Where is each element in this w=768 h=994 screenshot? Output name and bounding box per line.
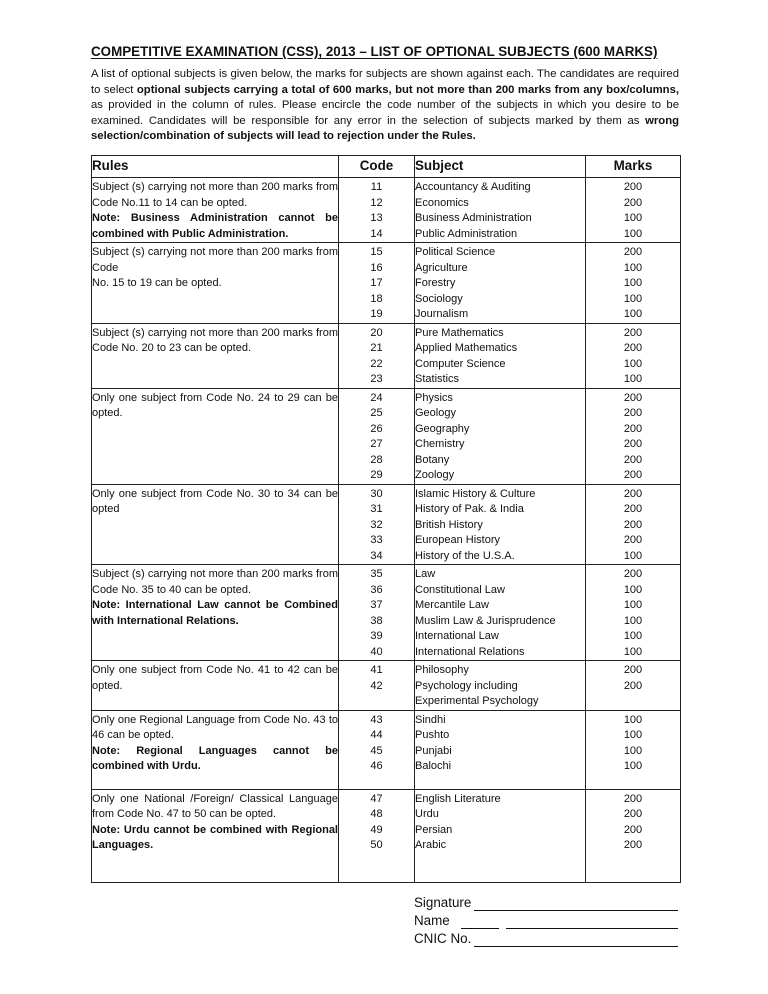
subject-marks: 100: [623, 292, 643, 305]
marks-cell: [586, 178, 681, 243]
subject-cell: [415, 243, 586, 324]
subject-marks: 200: [623, 438, 643, 450]
cnic-blank[interactable]: [474, 945, 678, 947]
signature-line: [414, 895, 684, 913]
subject-code[interactable]: 39: [370, 630, 383, 642]
code-cell: [339, 323, 415, 388]
rule-text: Subject (s) carrying not more than 200 marks from Code: [92, 246, 338, 274]
table-row: [92, 388, 681, 484]
subject-name: International Law: [415, 630, 499, 642]
optional-subjects-table: [91, 155, 681, 883]
subject-name: Philosophy: [415, 664, 469, 676]
subject-cell: [415, 789, 586, 882]
table-row: [92, 710, 681, 789]
subject-marks: 200: [623, 664, 643, 676]
subject-name: Geography: [415, 422, 470, 435]
subject-marks: 100: [623, 744, 643, 757]
subject-marks: 100: [623, 373, 643, 385]
subject-marks: 100: [623, 212, 643, 224]
table-row: [92, 243, 681, 324]
subject-marks: 200: [623, 518, 643, 531]
header-subject: Subject: [415, 156, 586, 178]
subject-marks: 200: [623, 808, 643, 820]
name-blank-1[interactable]: [461, 927, 499, 929]
code-cell: [339, 661, 415, 711]
subject-name: Arabic: [415, 839, 447, 851]
subject-name: Sociology: [415, 292, 463, 305]
rule-cell: [92, 178, 339, 243]
subject-marks: 100: [623, 277, 643, 289]
subject-marks: 100: [623, 227, 643, 240]
subject-code[interactable]: 42: [370, 679, 383, 692]
subject-name: Botany: [415, 453, 450, 466]
subject-marks: 200: [623, 679, 643, 692]
subject-name: Sindhi: [415, 713, 446, 726]
table-header-row: [92, 156, 681, 178]
subject-name: Political Science: [415, 246, 496, 258]
subject-name: Economics: [415, 196, 469, 209]
subject-name: European History: [415, 534, 500, 546]
subject-code[interactable]: 48: [370, 808, 383, 820]
header-rules: Rules: [92, 156, 339, 178]
subject-marks: 100: [623, 645, 643, 658]
subject-name: Balochi: [415, 760, 452, 772]
subject-marks: 100: [623, 760, 643, 772]
subject-marks: 100: [623, 261, 643, 274]
subject-marks: 100: [623, 729, 643, 741]
subject-marks: 100: [623, 599, 643, 611]
marks-cell: [586, 388, 681, 484]
subject-name: Forestry: [415, 277, 456, 289]
subject-code[interactable]: 36: [370, 583, 383, 596]
subject-marks: 100: [623, 630, 643, 642]
subject-marks: 200: [623, 391, 643, 404]
rule-note: Note: Business Administration cannot be combined with Public Administration.: [92, 212, 338, 240]
subject-marks: 200: [623, 839, 643, 851]
rule-text: No. 15 to 19 can be opted.: [92, 277, 222, 289]
marks-cell: [586, 661, 681, 711]
subject-marks: 200: [623, 503, 643, 515]
subject-code[interactable]: 22: [370, 357, 383, 370]
rule-text: Only one subject from Code No. 41 to 42 can be opted.: [92, 664, 338, 692]
subject-code[interactable]: 29: [370, 469, 383, 481]
subject-marks: 100: [623, 713, 643, 726]
instructions-paragraph: [91, 67, 679, 145]
subject-name: Accountancy & Auditing: [415, 181, 531, 193]
subject-name: Mercantile Law: [415, 599, 489, 611]
subject-code[interactable]: 43: [370, 713, 383, 726]
subject-code[interactable]: 32: [370, 518, 383, 531]
subject-code[interactable]: 30: [370, 487, 383, 500]
header-marks: Marks: [586, 156, 681, 178]
marks-cell: [586, 565, 681, 661]
subject-code[interactable]: 33: [370, 534, 383, 546]
rule-text: Subject (s) carrying not more than 200 marks from Code No. 20 to 23 can be opted.: [92, 326, 338, 354]
subject-code[interactable]: 17: [370, 277, 383, 289]
intro-bold-2: wrong selection/combination of subjects will lead to rejection under the Rules.: [91, 114, 679, 142]
subject-marks: 200: [623, 534, 643, 546]
subject-code[interactable]: 28: [370, 453, 383, 466]
subject-name: International Relations: [415, 645, 525, 658]
subject-cell: [415, 710, 586, 789]
subject-code[interactable]: 25: [370, 407, 383, 419]
subject-code[interactable]: 13: [370, 212, 383, 224]
subject-name: Psychology including: [415, 679, 518, 692]
table-row: [92, 323, 681, 388]
rule-cell: [92, 710, 339, 789]
subject-name: British History: [415, 518, 483, 531]
subject-cell: [415, 565, 586, 661]
subject-name: Punjabi: [415, 744, 452, 757]
code-cell: [339, 484, 415, 565]
subject-marks: 200: [623, 469, 643, 481]
marks-cell: [586, 484, 681, 565]
rule-cell: [92, 323, 339, 388]
subject-marks: 200: [623, 568, 643, 580]
cnic-line: [414, 931, 684, 949]
subject-name: Persian: [415, 823, 453, 836]
table-row: [92, 789, 681, 882]
subject-name: Computer Science: [415, 357, 506, 370]
rule-text: Only one subject from Code No. 30 to 34 can be opted: [92, 487, 338, 515]
rule-text: Only one subject from Code No. 24 to 29 can be opted.: [92, 391, 338, 419]
subject-name: Applied Mathematics: [415, 342, 518, 354]
subject-name: Business Administration: [415, 212, 532, 224]
subject-cell: [415, 484, 586, 565]
marks-cell: [586, 323, 681, 388]
subject-code[interactable]: 27: [370, 438, 383, 450]
subject-name: Statistics: [415, 373, 460, 385]
subject-marks: 200: [623, 246, 643, 258]
subject-code[interactable]: 31: [370, 503, 383, 515]
subject-marks: 200: [623, 422, 643, 435]
subject-name: History of the U.S.A.: [415, 549, 515, 562]
subject-name: Law: [415, 568, 436, 580]
subject-cell: [415, 388, 586, 484]
subject-name: Pure Mathematics: [415, 326, 504, 339]
subject-marks: 200: [623, 823, 643, 836]
subject-cell: [415, 178, 586, 243]
subject-code[interactable]: 23: [370, 373, 383, 385]
subject-code[interactable]: 49: [370, 823, 383, 836]
code-cell: [339, 565, 415, 661]
subject-code[interactable]: 47: [370, 792, 383, 805]
intro-text-2: as provided in the column of rules. Please encircle the code number of the subjects in which you desire to be examined. Candidates will be responsible for any error in the selection of subjects marked by them as: [91, 99, 679, 127]
subject-name: Physics: [415, 391, 453, 404]
subject-code[interactable]: 40: [370, 645, 383, 658]
rule-cell: [92, 484, 339, 565]
subject-code[interactable]: 11: [370, 181, 383, 193]
subject-name: History of Pak. & India: [415, 503, 524, 515]
table-row: [92, 178, 681, 243]
subject-marks: 200: [623, 196, 643, 209]
code-cell: [339, 710, 415, 789]
subject-marks: 200: [623, 487, 643, 500]
subject-marks: 100: [623, 308, 643, 320]
rule-cell: [92, 243, 339, 324]
rule-text: Subject (s) carrying not more than 200 marks from Code No. 35 to 40 can be opted.: [92, 568, 338, 596]
rule-text: Only one Regional Language from Code No. 43 to 46 can be opted.: [92, 713, 338, 741]
subject-code[interactable]: 44: [370, 729, 383, 741]
subject-marks: 200: [623, 342, 643, 354]
subject-marks: 100: [623, 614, 643, 627]
subject-code[interactable]: 18: [370, 292, 383, 305]
document-title: COMPETITIVE EXAMINATION (CSS), 2013 – LIST OF OPTIONAL SUBJECTS (600 MARKS): [91, 44, 658, 59]
rule-cell: [92, 661, 339, 711]
code-cell: [339, 178, 415, 243]
subject-name: Pushto: [415, 729, 450, 741]
intro-bold-1: optional subjects carrying a total of 600 marks, but not more than 200 marks from any box/columns,: [136, 83, 679, 96]
subject-code[interactable]: 19: [370, 308, 383, 320]
table-row: [92, 565, 681, 661]
subject-name: Zoology: [415, 469, 455, 481]
subject-name: Geology: [415, 407, 456, 419]
subject-name: Urdu: [415, 808, 439, 820]
subject-name: Journalism: [415, 308, 469, 320]
header-code: Code: [339, 156, 415, 178]
subject-cell: [415, 661, 586, 711]
signature-label: Signature: [414, 895, 472, 910]
code-cell: [339, 789, 415, 882]
name-blank-2[interactable]: [506, 927, 678, 929]
subject-marks: 200: [623, 407, 643, 419]
table-row: [92, 484, 681, 565]
subject-marks: 100: [623, 583, 643, 596]
subject-code[interactable]: 38: [370, 614, 383, 627]
subject-code[interactable]: 21: [370, 342, 383, 354]
subject-marks: 200: [623, 792, 643, 805]
table-row: [92, 661, 681, 711]
subject-name: Public Administration: [415, 227, 518, 240]
subject-marks: 200: [623, 326, 643, 339]
subject-name: Chemistry: [415, 438, 465, 450]
code-cell: [339, 388, 415, 484]
subject-name: Constitutional Law: [415, 583, 505, 596]
subject-marks: 200: [623, 453, 643, 466]
intro-text-1: A list of optional subjects is given below, the marks for subjects are shown against each. The candidates are required to select: [91, 68, 679, 96]
subject-name: Muslim Law & Jurisprudence: [415, 614, 556, 627]
name-label: Name: [414, 913, 450, 928]
subject-code[interactable]: 41: [370, 664, 383, 676]
subject-code[interactable]: 26: [370, 422, 383, 435]
marks-cell: [586, 789, 681, 882]
rule-text: Only one National /Foreign/ Classical Language from Code No. 47 to 50 can be opted.: [92, 792, 338, 820]
rule-note: Note: International Law cannot be Combined with International Relations.: [92, 599, 338, 627]
subject-name: English Literature: [415, 792, 501, 805]
code-cell: [339, 243, 415, 324]
subject-cell: [415, 323, 586, 388]
subject-name: Agriculture: [415, 261, 468, 274]
subject-name: Islamic History & Culture: [415, 487, 536, 500]
subject-code[interactable]: 50: [370, 839, 383, 851]
marks-cell: [586, 710, 681, 789]
signature-blank[interactable]: [474, 909, 678, 911]
rule-text: Subject (s) carrying not more than 200 marks from Code No.11 to 14 can be opted.: [92, 181, 338, 209]
subject-code[interactable]: 15: [370, 246, 383, 258]
subject-code[interactable]: 37: [370, 599, 383, 611]
subject-code[interactable]: 45: [370, 744, 383, 757]
subject-marks: 100: [623, 549, 643, 562]
subject-marks: 200: [623, 181, 643, 193]
name-line: [414, 913, 684, 931]
subject-code[interactable]: 12: [370, 196, 383, 209]
subject-code[interactable]: 34: [370, 549, 383, 562]
subject-code[interactable]: 35: [370, 568, 383, 580]
subject-code[interactable]: 14: [370, 227, 383, 240]
cnic-label: CNIC No.: [414, 931, 472, 946]
rule-cell: [92, 388, 339, 484]
subject-code[interactable]: 16: [370, 261, 383, 274]
subject-marks: 100: [623, 357, 643, 370]
subject-code[interactable]: 46: [370, 760, 383, 772]
rule-cell: [92, 789, 339, 882]
rule-cell: [92, 565, 339, 661]
subject-code[interactable]: 20: [370, 326, 383, 339]
marks-cell: [586, 243, 681, 324]
subject-name: Experimental Psychology: [415, 695, 539, 707]
rule-note: Note: Regional Languages cannot be combined with Urdu.: [92, 744, 338, 772]
subject-code[interactable]: 24: [370, 391, 383, 404]
rule-note: Note: Urdu cannot be combined with Regional Languages.: [92, 823, 338, 851]
